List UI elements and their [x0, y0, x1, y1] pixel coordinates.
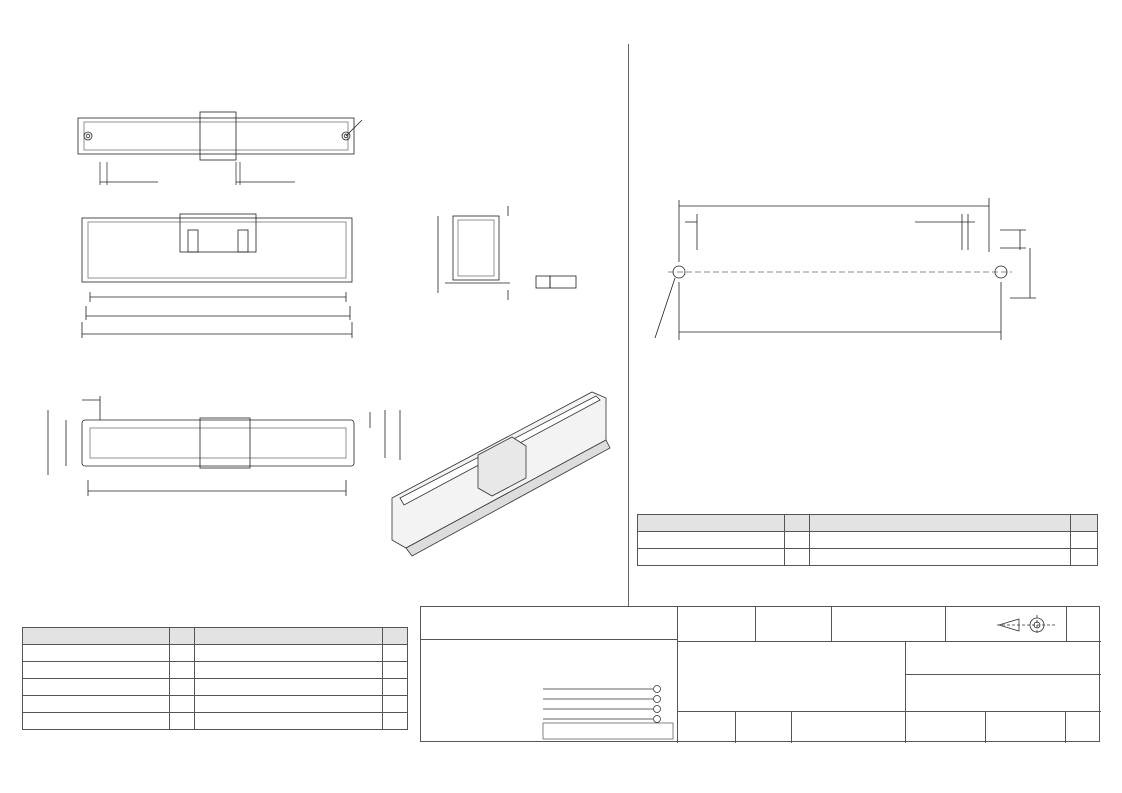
pattern-value — [810, 549, 1071, 566]
table-row — [638, 532, 1098, 549]
article-unit — [383, 679, 408, 696]
pattern-prop — [638, 532, 785, 549]
article-header-value — [195, 628, 383, 645]
article-value — [195, 679, 383, 696]
article-properties-table — [22, 627, 408, 730]
article-prop — [23, 645, 170, 662]
pattern-properties-table — [637, 514, 1098, 566]
article-unit — [383, 713, 408, 730]
projection-symbol-icon — [997, 613, 1057, 637]
title-block — [420, 606, 1100, 742]
pattern-header-unit — [1071, 515, 1098, 532]
we-logo-icon — [543, 671, 673, 741]
article-value — [195, 696, 383, 713]
article-unit — [383, 696, 408, 713]
article-prop — [23, 696, 170, 713]
article-unit — [383, 662, 408, 679]
pattern-unit — [1071, 532, 1098, 549]
article-value — [195, 645, 383, 662]
article-header-properties — [23, 628, 170, 645]
table-row — [23, 662, 408, 679]
pattern-header-properties — [638, 515, 785, 532]
table-row — [23, 645, 408, 662]
table-row — [23, 679, 408, 696]
article-prop — [23, 679, 170, 696]
article-value — [195, 713, 383, 730]
article-prop — [23, 662, 170, 679]
article-header-unit — [383, 628, 408, 645]
table-row — [23, 696, 408, 713]
article-value — [195, 662, 383, 679]
pattern-prop — [638, 549, 785, 566]
table-row — [638, 549, 1098, 566]
table-row — [23, 713, 408, 730]
article-prop — [23, 713, 170, 730]
pattern-unit — [1071, 549, 1098, 566]
pattern-header-value — [810, 515, 1071, 532]
pattern-value — [810, 532, 1071, 549]
article-unit — [383, 645, 408, 662]
we-logo — [543, 671, 673, 741]
